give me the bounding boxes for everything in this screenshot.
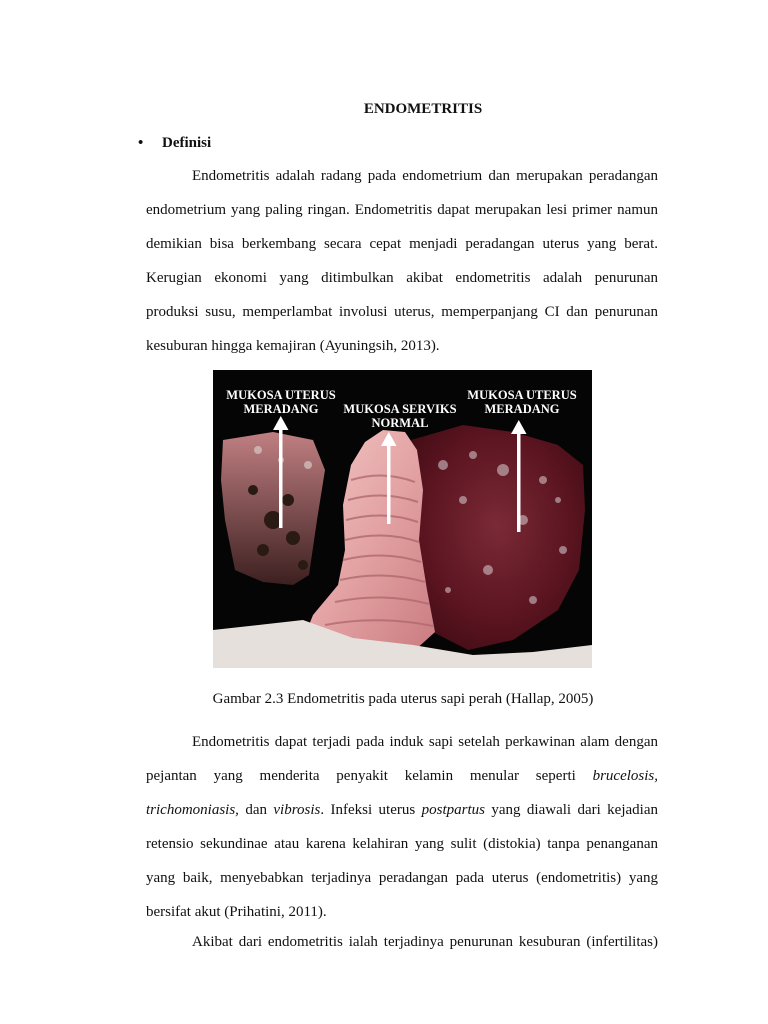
text-line: Endometritis adalah radang pada endometrium dan merupakan peradangan: [192, 168, 658, 184]
italic-term: trichomoniasis,: [146, 802, 239, 818]
section-heading-text: Definisi: [162, 135, 212, 151]
left-inflamed-mucosa: [221, 432, 325, 585]
paragraph-effects: [146, 934, 658, 968]
section-heading: [138, 135, 211, 152]
text-segment: pejantan yang menderita penyakit kelamin menular seperti: [146, 768, 593, 784]
label-line: MERADANG: [243, 402, 319, 416]
paragraph-causes: [146, 734, 658, 938]
label-line: MUKOSA SERVIKS: [343, 402, 457, 416]
label-normal-cervix: [335, 402, 465, 430]
text-line: Endometritis dapat terjadi pada induk sapi setelah perkawinan alam dengan: [192, 734, 658, 750]
text-line: demikian bisa berkembang secara cepat menjadi peradangan uterus yang berat.: [146, 236, 658, 252]
text-line: kesuburan hingga kemajiran (Ayuningsih, 2013).: [146, 338, 440, 354]
label-line: MERADANG: [484, 402, 560, 416]
uterus-photo-figure: [213, 370, 592, 668]
text-segment: dan: [238, 802, 274, 818]
text-line: produksi susu, memperlambat involusi uterus, memperpanjang CI dan penurunan: [146, 304, 658, 320]
italic-term: vibrosis: [273, 802, 321, 818]
paragraph-definition: [146, 168, 658, 372]
bullet-icon: •: [138, 135, 144, 151]
label-line: MUKOSA UTERUS: [226, 388, 336, 402]
text-line: [146, 768, 658, 802]
text-line: Akibat dari endometritis ialah terjadinya penurunan kesuburan (infertilitas): [192, 934, 658, 950]
text-segment: . Infeksi uterus: [320, 802, 422, 818]
label-line: NORMAL: [371, 416, 429, 430]
text-line: [146, 802, 658, 836]
right-inflamed-mucosa: [409, 425, 585, 650]
document-title: ENDOMETRITIS: [363, 101, 483, 117]
text-line: retensio sekundinae atau karena kelahiran yang sulit (distokia) tanpa penanganan: [146, 836, 658, 852]
text-line: bersifat akut (Prihatini, 2011).: [146, 904, 327, 920]
text-line: Kerugian ekonomi yang ditimbulkan akibat endometritis adalah penurunan: [146, 270, 658, 286]
text-line: endometrium yang paling ringan. Endometritis dapat merupakan lesi primer namun: [146, 202, 658, 218]
italic-term: brucelosis,: [592, 768, 658, 784]
figure-caption: Gambar 2.3 Endometritis pada uterus sapi perah (Hallap, 2005): [212, 691, 594, 707]
text-line: yang baik, menyebabkan terjadinya peradangan pada uterus (endometritis) yang: [146, 870, 658, 886]
label-inflamed-uterus-left: [217, 388, 345, 416]
italic-term: postpartus: [421, 802, 485, 818]
label-line: MUKOSA UTERUS: [467, 388, 577, 402]
label-inflamed-uterus-right: [457, 388, 587, 416]
text-segment: yang diawali dari kejadian: [484, 802, 658, 818]
